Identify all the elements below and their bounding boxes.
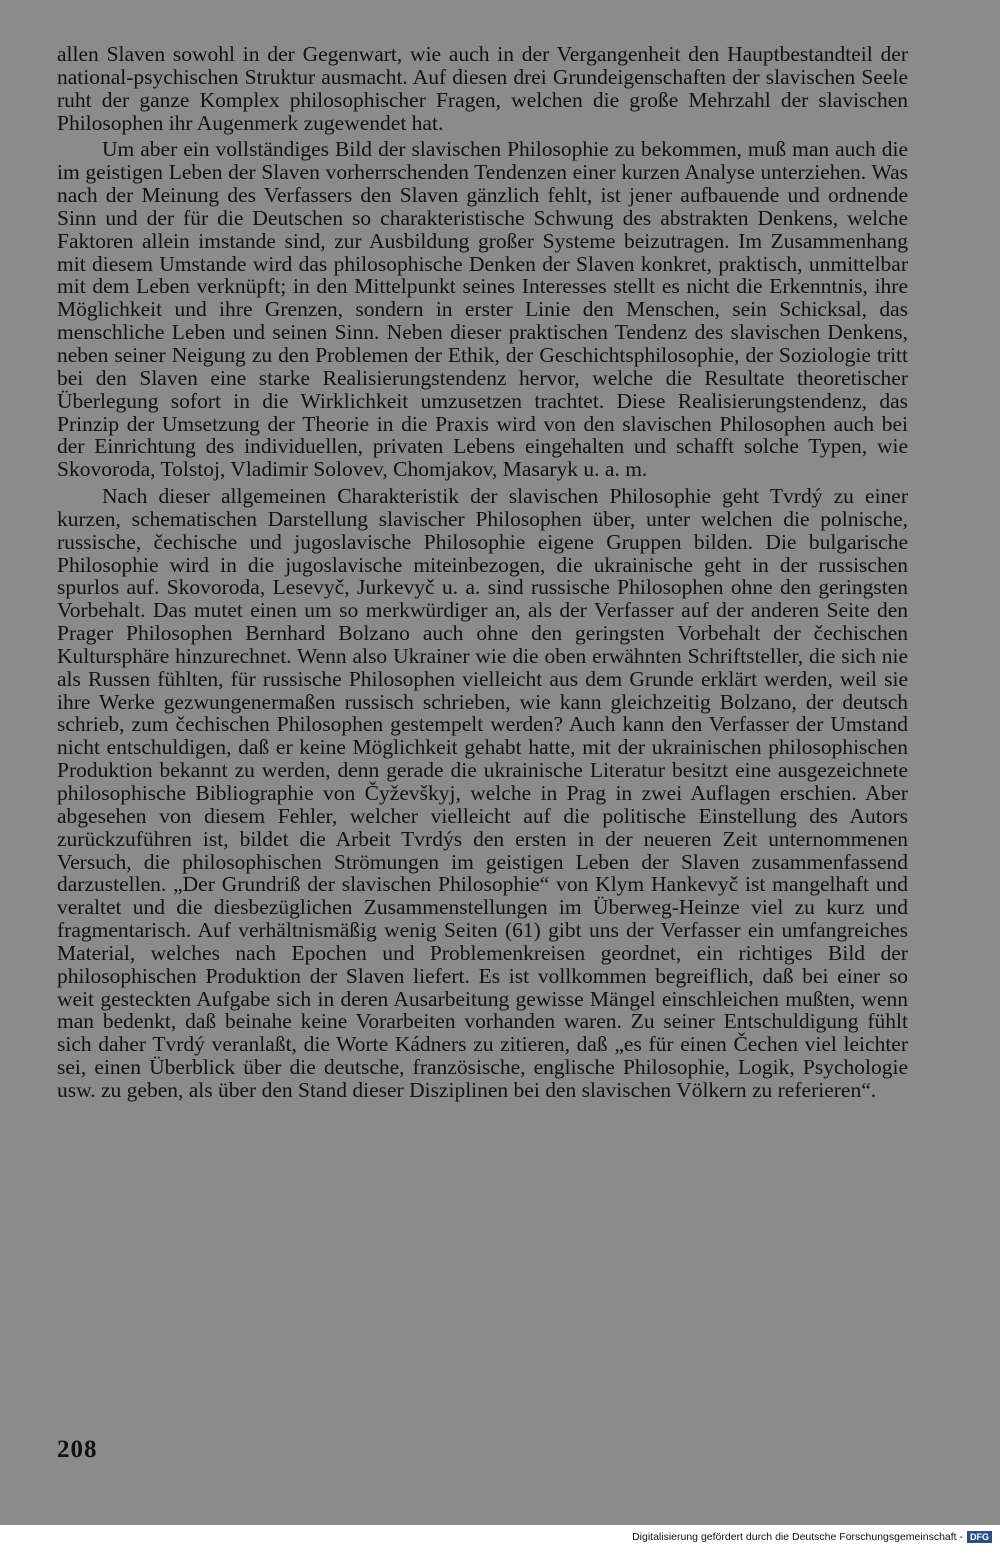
body-text	[57, 43, 908, 1102]
page-number: 208	[57, 1436, 98, 1463]
paragraph-3: Nach dieser allgemeinen Charakteristik der slavischen Philosophie geht Tvrdý zu einer kurzen, schematischen Darstellung slavischer Philosophen über, unter welchen die polnische, russische, čechische und jugoslavische Philosophie eigene Gruppen bilden. Die bulgarische Philosophie wird in die jugoslavische miteinbezogen, die ukrainische geht in der russischen spurlos auf. Skovoroda, Lesevyč, Jurkevyč u. a. sind russische Philosophen ohne den geringsten Vorbehalt. Das mutet einen um so merkwürdiger an, als der Verfasser auf der anderen Seite den Prager Philosophen Bernhard Bolzano auch ohne den geringsten Vorbehalt der čechischen Kultursphäre hinzurechnet. Wenn also Ukrainer wie die oben erwähnten Schriftsteller, die sich nie als Russen fühlten, für russische Philosophen vielleicht aus dem Grunde erklärt werden, weil sie ihre Werke gezwungenermaßen russisch schrieben, wie kann gleichzeitig Bolzano, der deutsch schrieb, zum čechischen Philosophen gestempelt werden? Auch kann den Verfasser der Umstand nicht entschuldigen, daß er keine Möglichkeit gehabt hatte, mit der ukrainischen philosophischen Produktion bekannt zu werden, denn gerade die ukrainische Literatur besitzt eine ausgezeichnete philosophische Bibliographie von Čyževškyj, welche in Prag in zwei Auflagen erschien. Aber abgesehen von diesem Fehler, welcher vielleicht auf die politische Einstellung des Autors zurückzuführen ist, bildet die Arbeit Tvrdýs den ersten in der neueren Zeit unternommenen Versuch, die philosophischen Strömungen im geistigen Leben der Slaven zusammenfassend darzustellen. „Der Grundriß der slavischen Philosophie“ von Klym Hankevyč ist mangelhaft und veraltet und die diesbezüglichen Zusammenstellungen im Überweg-Heinze viel zu kurz und fragmentarisch. Auf verhältnismäßig wenig Seiten (61) gibt uns der Verfasser ein umfangreiches Material, welches nach Epochen und Problemenkreisen geordnet, ein richtiges Bild der philosophischen Produktion der Slaven liefert. Es ist vollkommen begreiflich, daß bei einer so weit gesteckten Aufgabe sich in deren Ausarbeitung gewisse Mängel einschleichen mußten, wenn man bedenkt, daß beinahe keine Vorarbeiten vorhanden waren. Zu seiner Entschuldigung fühlt sich daher Tvrdý veranlaßt, die Worte Kádners zu zitieren, daß „es für einen Čechen viel leichter sei, einen Überblick über die deutsche, französische, englische Philosophie, Logik, Psychologie usw. zu geben, als über den Stand dieser Disziplinen bei den slavischen Völkern zu referieren“.	[57, 484, 908, 1102]
paragraph-1: allen Slaven sowohl in der Gegenwart, wie auch in der Vergangenheit den Hauptbestandteil der national-psychischen Struktur ausmacht. Auf diesen drei Grundeigenschaften der slavischen Seele ruht der ganze Komplex philosophischer Fragen, welchen die große Mehrzahl der slavischen Philosophen ihr Augenmerk zugewendet hat.	[57, 42, 908, 135]
footer-text: Digitalisierung gefördert durch die Deutsche Forschungsgemeinschaft -	[632, 1531, 963, 1543]
footer-attribution	[632, 1530, 992, 1544]
paragraph-2: Um aber ein vollständiges Bild der slavischen Philosophie zu bekommen, muß man auch die im geistigen Leben der Slaven vorherrschenden Tendenzen einer kurzen Analyse unterziehen. Was nach der Meinung des Verfassers den Slaven gänzlich fehlt, ist jener aufbauende und ordnende Sinn und der für die Deutschen so charakteristische Schwung des abstrakten Denkens, welche Faktoren allein imstande sind, zur Ausbildung großer Systeme beizutragen. Im Zusammenhang mit diesem Umstande wird das philosophische Denken der Slaven konkret, praktisch, unmittelbar mit dem Leben verknüpft; in den Mittelpunkt seines Interesses stellt es nicht die Erkenntnis, ihre Möglichkeit und ihre Grenzen, sondern in erster Linie den Menschen, sein Schicksal, das menschliche Leben und seinen Sinn. Neben dieser praktischen Tendenz des slavischen Denkens, neben seiner Neigung zu den Problemen der Ethik, der Geschichtsphilosophie, der Soziologie tritt bei den Slaven eine starke Realisierungstendenz hervor, welche die Resultate theoretischer Überlegung sofort in die Wirklichkeit umzusetzen trachtet. Diese Realisierungstendenz, das Prinzip der Umsetzung der Theorie in die Praxis wird von den slavischen Philosophen auch bei der Einrichtung des individuellen, privaten Lebens eingehalten und schafft solche Typen, wie Skovoroda, Tolstoj, Vladimir Solovev, Chomjakov, Masaryk u. a. m.	[57, 137, 908, 482]
dfg-logo-icon: DFG	[967, 1531, 992, 1543]
